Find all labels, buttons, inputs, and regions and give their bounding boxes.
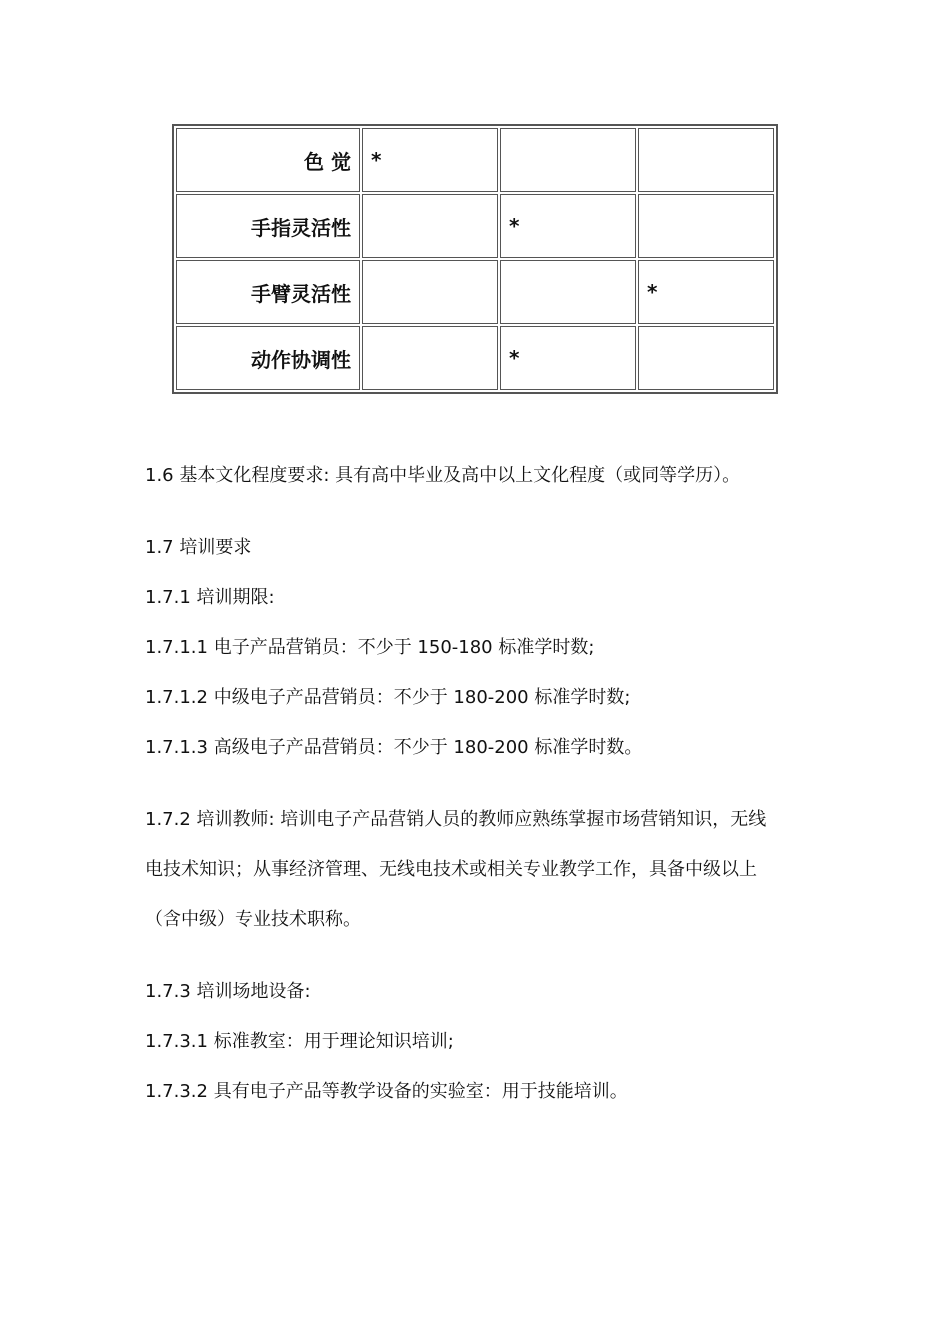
- paragraph-1-7-2-line3: （含中级）专业技术职称。: [145, 909, 361, 930]
- paragraph-1-7-2-line2: 电技术知识；从事经济管理、无线电技术或相关专业教学工作，具备中级以上: [145, 859, 757, 880]
- paragraph-1-7-3: 1.7.3 培训场地设备:: [145, 981, 311, 1002]
- mark-cell: [362, 326, 498, 390]
- mark-cell: [500, 128, 636, 192]
- paragraph-1-7-1: 1.7.1 培训期限:: [145, 587, 275, 608]
- mark-cell: *: [500, 326, 636, 390]
- mark-cell: [362, 260, 498, 324]
- paragraph-1-7-3-1: 1.7.3.1 标准教室：用于理论知识培训;: [145, 1031, 454, 1052]
- paragraph-1-7-2-line1: 1.7.2 培训教师: 培训电子产品营销人员的教师应熟练掌握市场营销知识，无线: [145, 809, 767, 830]
- mark-cell: [362, 194, 498, 258]
- table-row: [176, 128, 774, 192]
- ability-requirement-table: [172, 124, 778, 394]
- paragraph-1-7-3-2: 1.7.3.2 具有电子产品等教学设备的实验室：用于技能培训。: [145, 1081, 628, 1102]
- table-row: [176, 260, 774, 324]
- mark-cell: [638, 194, 774, 258]
- row-label: 动作协调性: [176, 326, 360, 390]
- mark-cell: *: [500, 194, 636, 258]
- row-label: 色 觉: [176, 128, 360, 192]
- table-row: [176, 194, 774, 258]
- paragraph-1-7-1-3: 1.7.1.3 高级电子产品营销员：不少于 180-200 标准学时数。: [145, 737, 643, 758]
- heading-1-7: 1.7 培训要求: [145, 537, 252, 558]
- row-label: 手指灵活性: [176, 194, 360, 258]
- paragraph-1-7-1-2: 1.7.1.2 中级电子产品营销员：不少于 180-200 标准学时数;: [145, 687, 631, 708]
- paragraph-1-6: 1.6 基本文化程度要求: 具有高中毕业及高中以上文化程度（或同等学历）。: [145, 465, 741, 486]
- paragraph-1-7-1-1: 1.7.1.1 电子产品营销员：不少于 150-180 标准学时数;: [145, 637, 595, 658]
- mark-cell: *: [362, 128, 498, 192]
- mark-cell: [638, 128, 774, 192]
- row-label: 手臂灵活性: [176, 260, 360, 324]
- mark-cell: [500, 260, 636, 324]
- mark-cell: [638, 326, 774, 390]
- table-row: [176, 326, 774, 390]
- mark-cell: *: [638, 260, 774, 324]
